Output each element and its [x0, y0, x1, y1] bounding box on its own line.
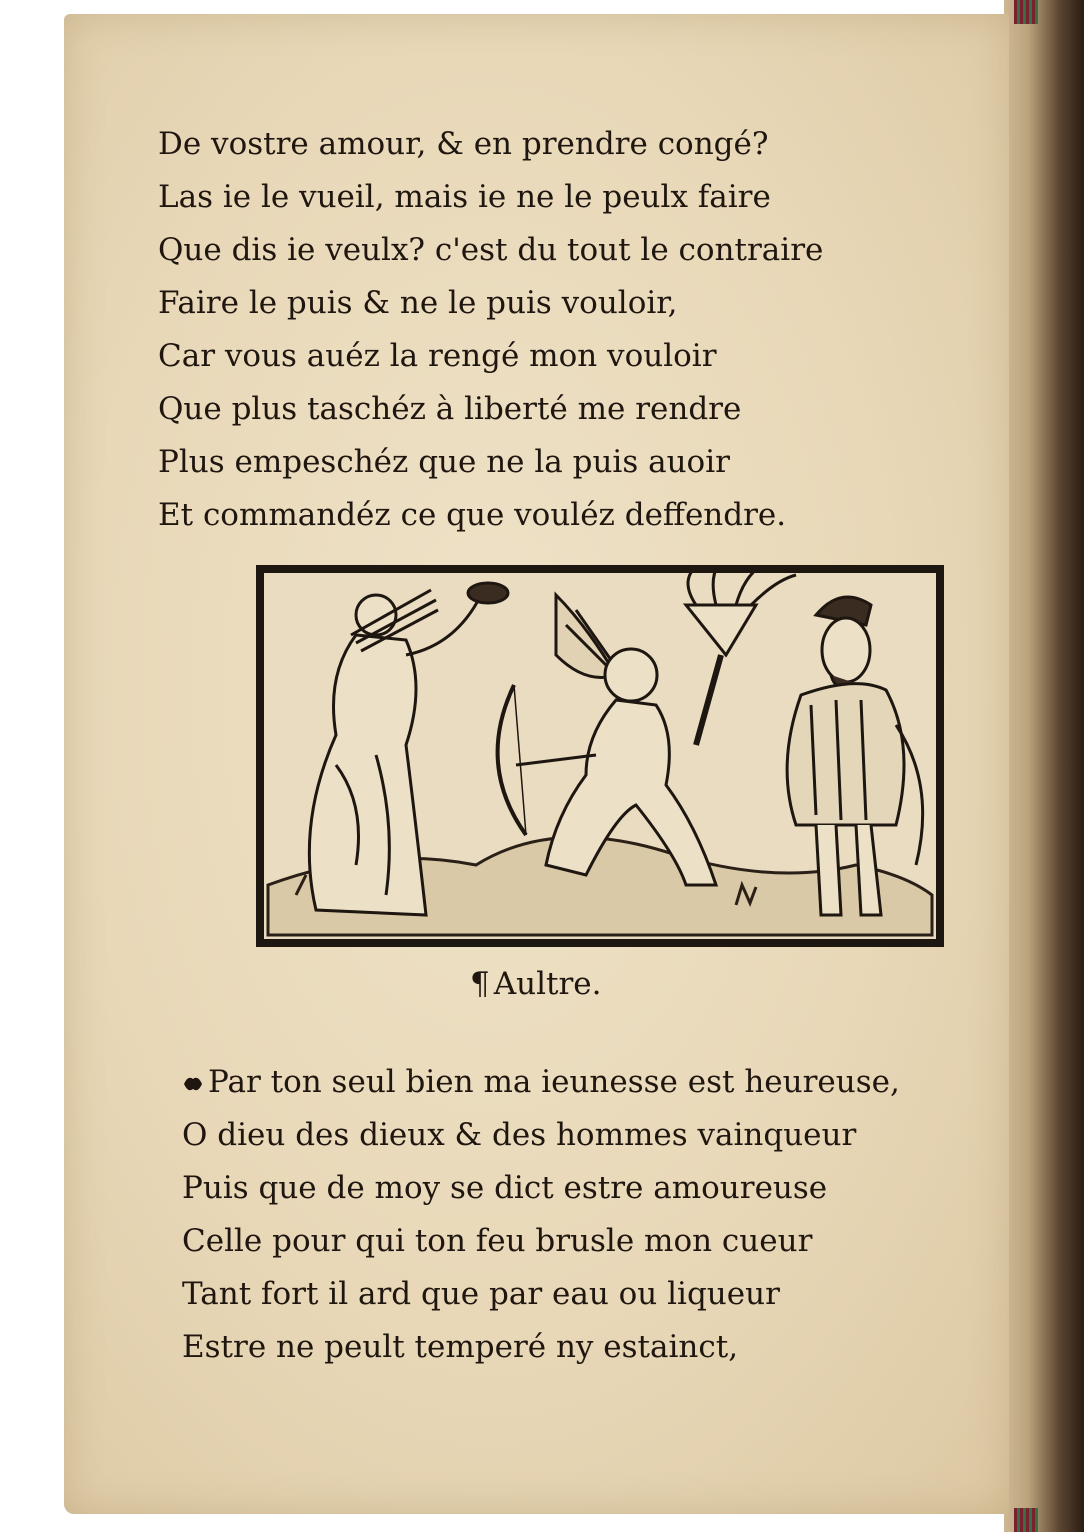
binding-edge-top: [1014, 0, 1038, 24]
top-poem: [158, 118, 823, 542]
poem-line: Que plus taschéz à liberté me rendre: [158, 391, 742, 427]
book-binding: [1004, 0, 1084, 1532]
ornament-icon: [182, 1073, 204, 1095]
poem-line: O dieu des dieux & des hommes vainqueur: [182, 1117, 857, 1153]
poem-line: Tant fort il ard que par eau ou liqueur: [182, 1276, 780, 1312]
poem-line: Plus empeschéz que ne la puis auoir: [158, 444, 730, 480]
binding-edge-bottom: [1014, 1508, 1038, 1532]
poem-line: [182, 1056, 900, 1109]
pilcrow-icon: ¶: [470, 966, 490, 1002]
poem-line-text: Par ton seul bien ma ieunesse est heureuse,: [208, 1064, 900, 1100]
poem-line: Et commandéz ce que vouléz deffendre.: [158, 497, 787, 533]
woodcut-illustration: [256, 565, 944, 947]
poem-line: Puis que de moy se dict estre amoureuse: [182, 1170, 828, 1206]
section-heading: [470, 966, 601, 1002]
poem-line: De vostre amour, & en prendre congé?: [158, 126, 769, 162]
poem-line: Faire le puis & ne le puis vouloir,: [158, 285, 678, 321]
poem-line: Estre ne peult temperé ny estainct,: [182, 1329, 739, 1365]
poem-line: Las ie le vueil, mais ie ne le peulx faire: [158, 179, 771, 215]
poem-line: Car vous auéz la rengé mon vouloir: [158, 338, 717, 374]
poem-line: Celle pour qui ton feu brusle mon cueur: [182, 1223, 813, 1259]
heading-title: Aultre.: [493, 966, 602, 1002]
bottom-poem: [182, 1056, 900, 1374]
poem-line: Que dis ie veulx? c'est du tout le contraire: [158, 232, 824, 268]
